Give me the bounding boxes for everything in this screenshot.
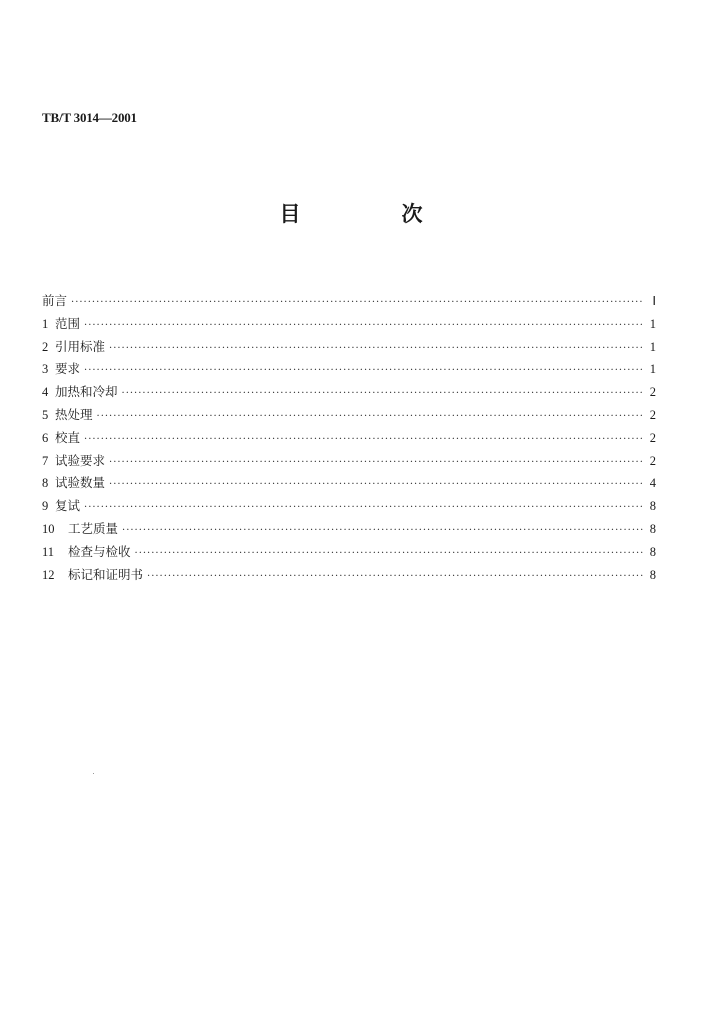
toc-page-number: 8 [649,499,656,514]
toc-leader-dots [109,452,644,475]
toc-entry [42,518,656,541]
toc-label: 复试 [55,498,81,514]
toc-leader-dots [109,338,644,361]
standard-code: TB/T 3014—2001 [42,110,137,125]
toc-leader-dots [84,360,644,383]
toc-page-number: 2 [649,407,656,422]
toc-entry [42,336,656,359]
toc-page-number: 8 [649,521,656,536]
page-title: 目 次 [279,202,463,226]
toc-entry-foreword [42,290,656,313]
toc-number: 2 [42,339,49,354]
toc-label: 检查与检收 [68,543,131,559]
toc-number: 10 [42,521,55,536]
toc-number: 9 [42,499,49,514]
toc-label: 试验数量 [55,475,106,491]
toc-label: 前言 [42,293,68,308]
toc-label: 范围 [55,315,81,331]
toc-entry [42,564,656,587]
toc-leader-dots [135,543,644,566]
toc-entry [42,313,656,336]
toc-entry [42,472,656,495]
toc-leader-dots [109,474,644,497]
toc-entry [42,427,656,450]
toc-leader-dots [122,520,644,543]
toc-label: 校直 [55,429,81,445]
toc-page-number: 8 [649,567,656,582]
toc-label: 热处理 [55,406,93,422]
toc-page-number: 2 [649,430,656,445]
toc-leader-dots [147,566,644,589]
toc-entry [42,381,656,404]
toc-page-number: 1 [649,339,656,354]
toc-label: 引用标准 [55,338,106,354]
toc-label: 试验要求 [55,452,106,468]
toc-number: 1 [42,316,49,331]
toc-page-number: 2 [649,385,656,400]
toc-page-number: 1 [649,316,656,331]
toc-number: 3 [42,362,49,377]
table-of-contents [42,290,656,586]
toc-label: 要求 [55,361,81,377]
toc-leader-dots [97,406,644,429]
toc-page-number: 2 [649,453,656,468]
toc-label: 标记和证明书 [68,566,144,582]
toc-entry [42,541,656,564]
toc-leader-dots [84,315,644,338]
toc-entry [42,404,656,427]
toc-page-number: Ⅰ [652,294,656,308]
toc-number: 5 [42,407,49,422]
toc-entry [42,450,656,473]
toc-entry [42,358,656,381]
toc-leader-dots [122,383,644,406]
toc-page-number: 1 [649,362,656,377]
toc-leader-dots [84,429,644,452]
toc-number: 12 [42,567,55,582]
toc-page-number: 8 [649,544,656,559]
toc-page-number: 4 [649,476,656,491]
scan-speck [93,773,94,774]
toc-number: 7 [42,453,49,468]
toc-leader-dots [84,497,644,520]
toc-number: 6 [42,430,49,445]
toc-label: 加热和冷却 [55,384,118,400]
toc-number: 8 [42,476,49,491]
toc-leader-dots [71,292,644,315]
toc-number: 4 [42,385,49,400]
toc-label: 工艺质量 [68,520,119,536]
toc-entry [42,495,656,518]
toc-number: 11 [42,544,55,559]
